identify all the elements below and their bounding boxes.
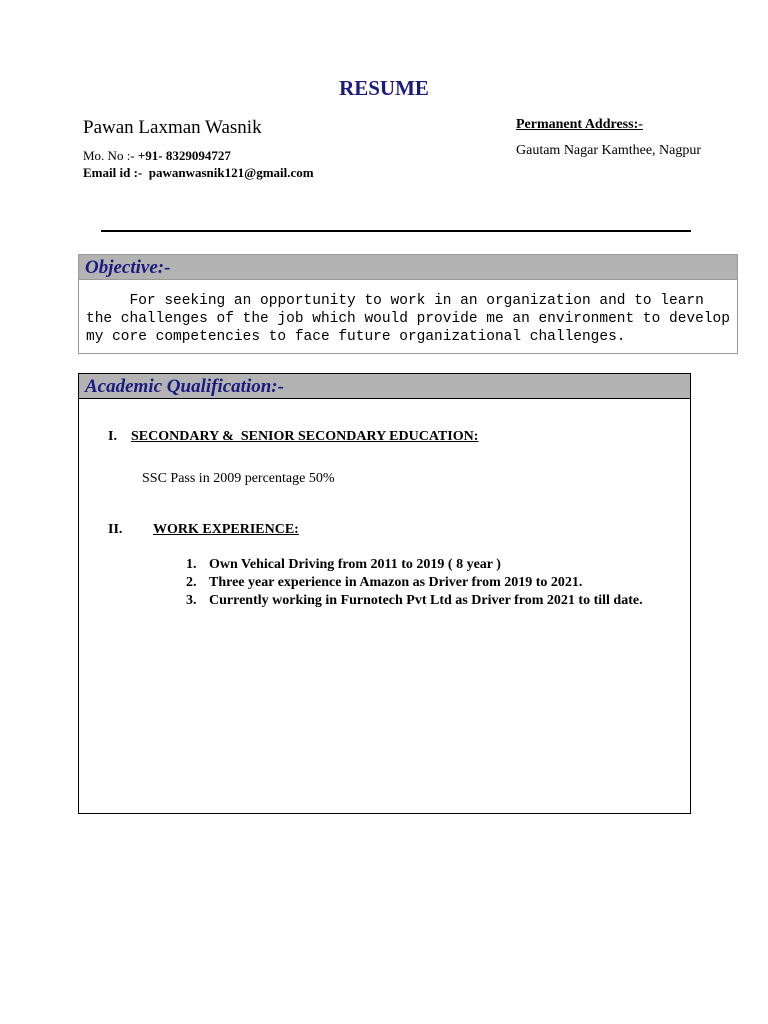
mobile-line xyxy=(83,147,231,164)
mobile-label: Mo. No :- xyxy=(83,148,138,163)
list-item-text: Own Vehical Driving from 2011 to 2019 ( 8 year ) xyxy=(209,557,501,572)
work-experience-list xyxy=(186,556,643,610)
list-item xyxy=(186,556,643,574)
objective-section xyxy=(78,254,738,354)
email-address: pawanwasnik121@gmail.com xyxy=(148,165,314,180)
objective-heading: Objective:- xyxy=(79,255,737,280)
header-divider xyxy=(101,230,691,232)
address-value: Gautam Nagar Kamthee, Nagpur xyxy=(516,143,702,158)
section-number-education: I. xyxy=(108,429,117,444)
ssc-detail: SSC Pass in 2009 percentage 50% xyxy=(142,471,335,486)
list-item-text: Three year experience in Amazon as Driver from 2019 to 2021. xyxy=(209,575,583,590)
list-item-text: Currently working in Furnotech Pvt Ltd as Driver from 2021 to till date. xyxy=(209,593,643,608)
section-title-education: SECONDARY & SENIOR SECONDARY EDUCATION: xyxy=(131,429,479,444)
candidate-name: Pawan Laxman Wasnik xyxy=(83,117,262,138)
objective-text: For seeking an opportunity to work in an organization and to learn the challenges of the job which would provide me an environment to develop my core competencies to face future organizational challenges. xyxy=(86,293,739,345)
academic-heading: Academic Qualification:- xyxy=(79,374,690,399)
academic-section xyxy=(78,373,691,814)
mobile-number: +91- 8329094727 xyxy=(137,148,231,163)
list-item xyxy=(186,592,643,610)
page-title: RESUME xyxy=(339,76,429,100)
section-title-work: WORK EXPERIENCE: xyxy=(153,522,299,537)
list-item xyxy=(186,574,643,592)
list-item-number: 2. xyxy=(186,575,197,590)
email-line xyxy=(83,164,314,181)
address-heading: Permanent Address:- xyxy=(516,117,643,132)
list-item-number: 1. xyxy=(186,557,197,572)
email-label: Email id :- xyxy=(83,165,149,180)
list-item-number: 3. xyxy=(186,593,197,608)
section-number-work: II. xyxy=(108,522,123,537)
